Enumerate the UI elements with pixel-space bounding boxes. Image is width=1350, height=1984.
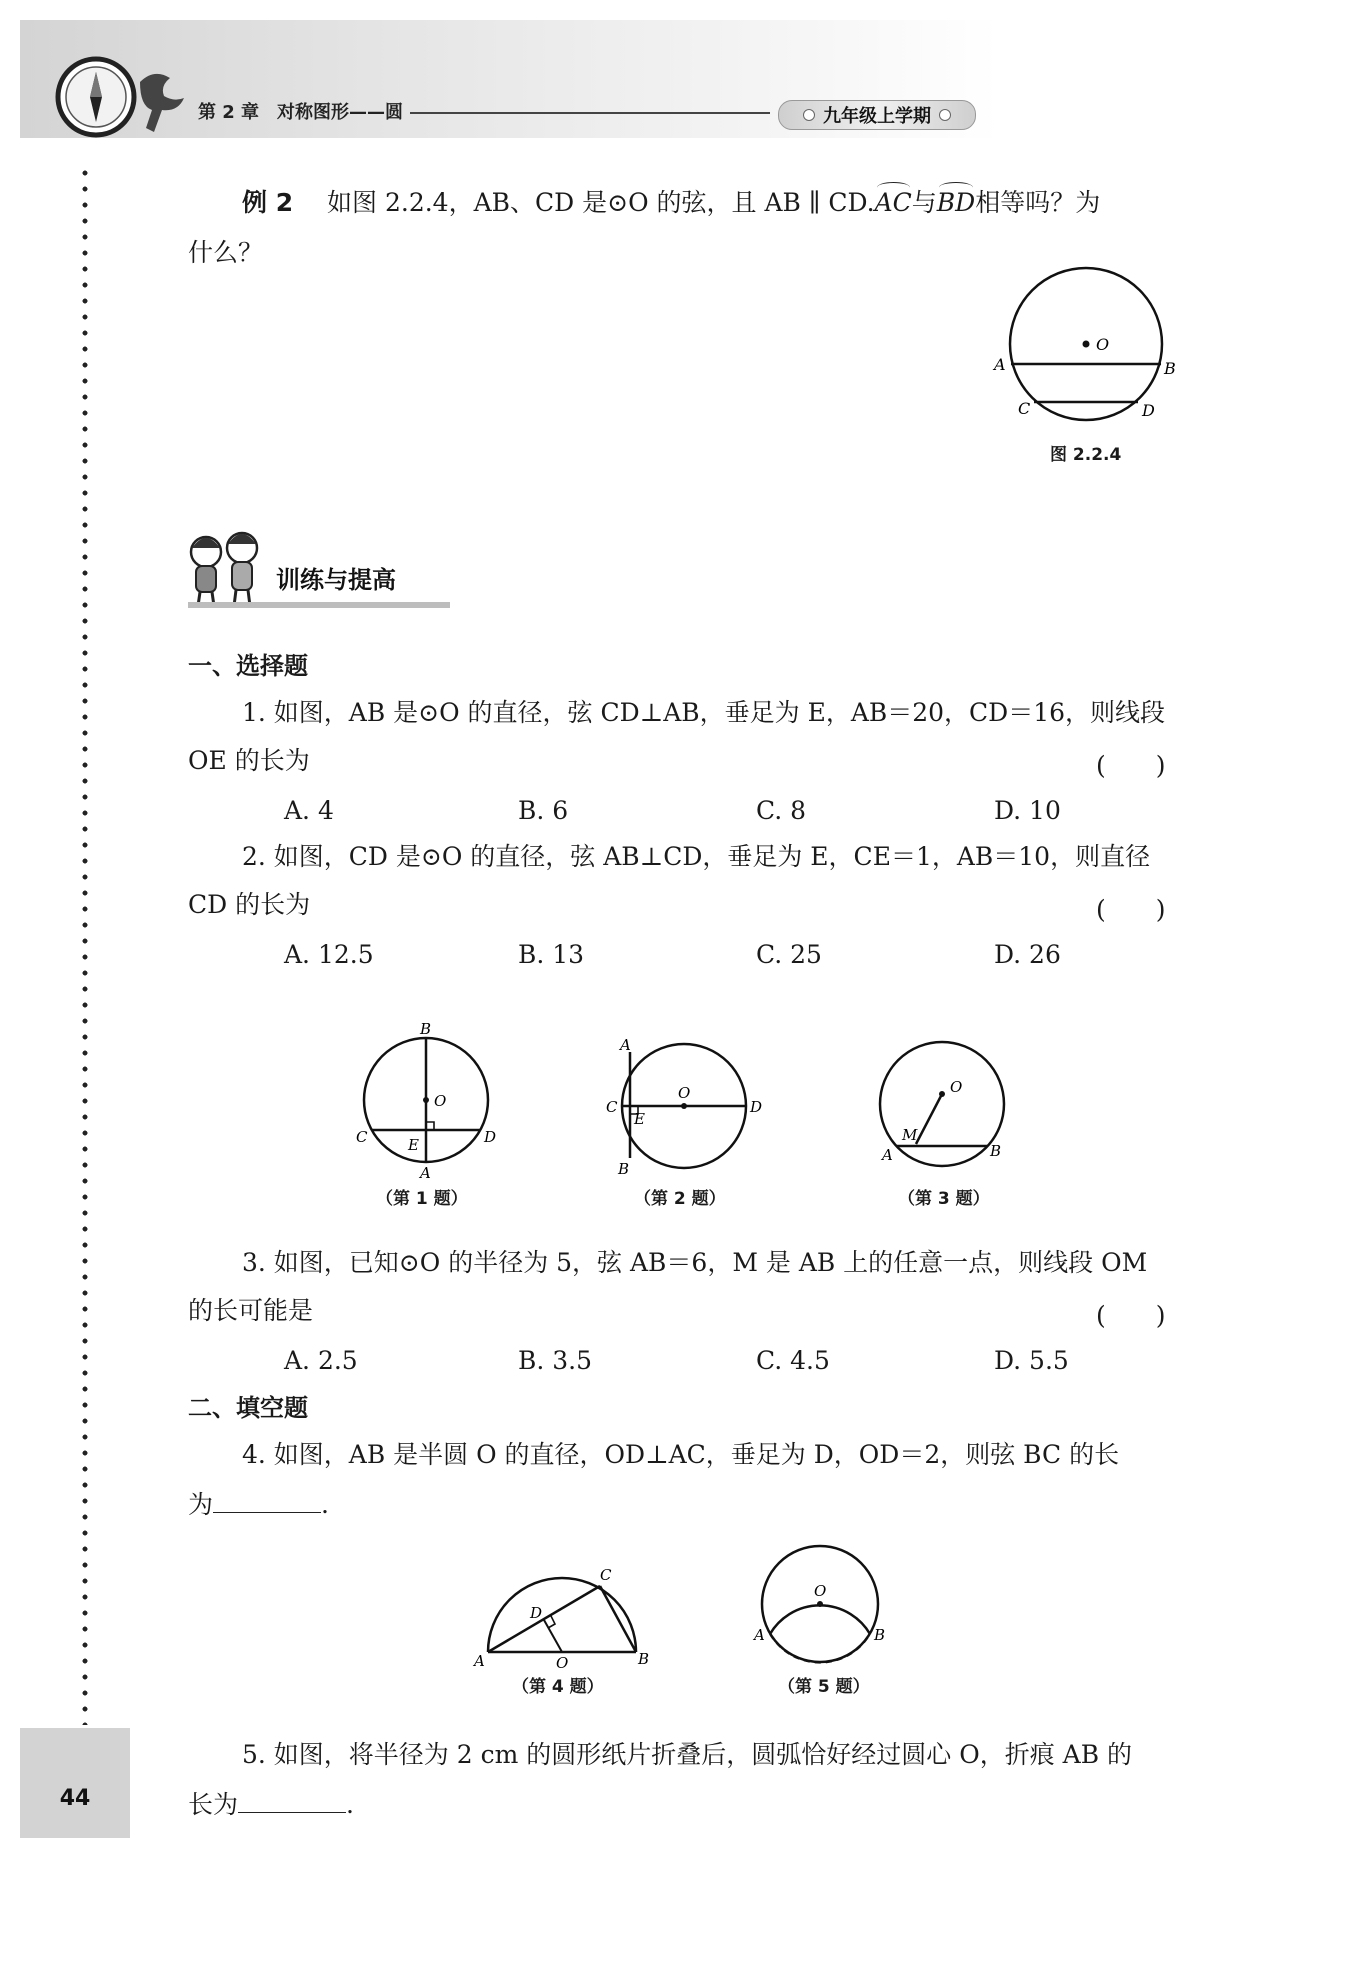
figure-q5 bbox=[746, 1526, 896, 1676]
svg-text:C: C bbox=[356, 1128, 368, 1146]
q3-option-b: B. 3.5 bbox=[518, 1346, 593, 1375]
q1-option-c: C. 8 bbox=[756, 796, 807, 825]
svg-text:A: A bbox=[420, 1164, 431, 1180]
label-a: A bbox=[994, 355, 1006, 374]
q2-line-2: CD 的长为 bbox=[188, 890, 311, 919]
grade-label: 九年级上学期 bbox=[823, 106, 931, 127]
svg-text:D: D bbox=[750, 1098, 763, 1116]
page-number-box bbox=[20, 1728, 130, 1838]
arc-bd: BD bbox=[937, 188, 975, 218]
runner-figure bbox=[140, 74, 184, 132]
svg-text:B: B bbox=[990, 1142, 1002, 1160]
q2-option-a: A. 12.5 bbox=[284, 940, 374, 969]
q1-line-1: 1. 如图，AB 是⊙O 的直径，弦 CD⊥AB，垂足为 E，AB＝20，CD＝16，则线段 bbox=[242, 698, 1166, 727]
dotted-margin bbox=[82, 165, 88, 1725]
example-line-1 bbox=[242, 188, 1100, 218]
figure-2-2-4-caption: 图 2.2.4 bbox=[1050, 445, 1122, 465]
figure-q3 bbox=[866, 1032, 1016, 1182]
figure-q2-caption: （第 2 题） bbox=[634, 1189, 726, 1209]
example-text: 如图 2.2.4，AB、CD 是⊙O 的弦，且 AB ∥ CD. bbox=[327, 188, 875, 217]
q3-option-c: C. 4.5 bbox=[756, 1346, 830, 1375]
svg-text:A: A bbox=[620, 1036, 631, 1054]
svg-text:B: B bbox=[638, 1650, 650, 1668]
kids-icon bbox=[182, 526, 268, 610]
q3-option-a: A. 2.5 bbox=[284, 1346, 358, 1375]
figure-q2 bbox=[598, 1032, 768, 1182]
svg-text:D: D bbox=[484, 1128, 497, 1146]
q3-line-2: 的长可能是 bbox=[188, 1296, 314, 1325]
compass-logo bbox=[52, 52, 202, 142]
pill-dot-right bbox=[939, 109, 951, 121]
q4-answer-blank[interactable] bbox=[213, 1490, 321, 1513]
figure-q5-caption: （第 5 题） bbox=[778, 1677, 870, 1697]
svg-text:D: D bbox=[530, 1604, 543, 1622]
svg-text:B: B bbox=[874, 1626, 886, 1644]
svg-text:E: E bbox=[634, 1110, 645, 1128]
svg-text:A: A bbox=[882, 1146, 893, 1164]
svg-text:O: O bbox=[950, 1078, 963, 1096]
chapter-title: 第 2 章 对称图形——圆 bbox=[198, 102, 404, 123]
part2-title: 二、填空题 bbox=[188, 1394, 308, 1422]
example-text-end: 相等吗？为 bbox=[975, 188, 1101, 217]
q1-line-2: OE 的长为 bbox=[188, 746, 310, 775]
arc-ac: AC bbox=[875, 188, 912, 218]
svg-text:E: E bbox=[408, 1136, 419, 1154]
q4-line-1: 4. 如图，AB 是半圆 O 的直径，OD⊥AC，垂足为 D，OD＝2，则弦 BC 的长 bbox=[242, 1440, 1120, 1469]
figure-2-2-4 bbox=[980, 262, 1190, 432]
q1-option-d: D. 10 bbox=[994, 796, 1061, 825]
figure-q4-caption: （第 4 题） bbox=[512, 1677, 604, 1697]
header-rule bbox=[410, 112, 770, 114]
figure-q3-caption: （第 3 题） bbox=[898, 1189, 990, 1209]
example-mid: 与 bbox=[911, 188, 937, 217]
label-b: B bbox=[1164, 359, 1176, 378]
svg-text:O: O bbox=[814, 1582, 827, 1600]
q2-option-b: B. 13 bbox=[518, 940, 585, 969]
q2-line-1: 2. 如图，CD 是⊙O 的直径，弦 AB⊥CD，垂足为 E，CE＝1，AB＝10，则直径 bbox=[242, 842, 1151, 871]
page-number: 44 bbox=[59, 1786, 91, 1811]
example-label: 例 2 bbox=[242, 188, 294, 217]
svg-text:B: B bbox=[618, 1160, 630, 1178]
q2-option-c: C. 25 bbox=[756, 940, 822, 969]
svg-text:M: M bbox=[902, 1126, 918, 1144]
q5-line-1: 5. 如图，将半径为 2 cm 的圆形纸片折叠后，圆弧恰好经过圆心 O，折痕 AB 的 bbox=[242, 1740, 1133, 1769]
svg-text:O: O bbox=[434, 1092, 447, 1110]
svg-text:C: C bbox=[600, 1566, 612, 1584]
section-title: 训练与提高 bbox=[276, 566, 396, 594]
q1-option-a: A. 4 bbox=[284, 796, 334, 825]
grade-badge bbox=[778, 100, 976, 130]
q3-answer-paren: ( ) bbox=[1096, 1301, 1166, 1330]
svg-text:B: B bbox=[420, 1020, 432, 1038]
svg-text:A: A bbox=[474, 1652, 485, 1670]
example-line-2: 什么？ bbox=[188, 238, 264, 267]
q1-answer-paren: ( ) bbox=[1096, 751, 1166, 780]
figure-q4 bbox=[470, 1540, 660, 1670]
q4-line-2: 为 . bbox=[188, 1490, 329, 1519]
q3-line-1: 3. 如图，已知⊙O 的半径为 5，弦 AB＝6，M 是 AB 上的任意一点，则线段 OM bbox=[242, 1248, 1148, 1277]
q5-line-2: 长为 . bbox=[188, 1790, 354, 1819]
center-o bbox=[1083, 341, 1090, 348]
part1-title: 一、选择题 bbox=[188, 652, 308, 680]
label-d: D bbox=[1142, 401, 1155, 420]
figure-q1-caption: （第 1 题） bbox=[376, 1189, 468, 1209]
label-o: O bbox=[1096, 335, 1110, 354]
svg-text:C: C bbox=[606, 1098, 618, 1116]
svg-text:O: O bbox=[556, 1654, 569, 1670]
banner-underline bbox=[188, 602, 450, 608]
q2-option-d: D. 26 bbox=[994, 940, 1061, 969]
q2-answer-paren: ( ) bbox=[1096, 895, 1166, 924]
q3-option-d: D. 5.5 bbox=[994, 1346, 1069, 1375]
svg-text:A: A bbox=[754, 1626, 765, 1644]
pill-dot-left bbox=[803, 109, 815, 121]
figure-q1 bbox=[350, 1010, 500, 1180]
q1-option-b: B. 6 bbox=[518, 796, 569, 825]
q5-answer-blank[interactable] bbox=[238, 1790, 346, 1813]
label-c: C bbox=[1018, 399, 1031, 418]
svg-text:O: O bbox=[678, 1084, 691, 1102]
